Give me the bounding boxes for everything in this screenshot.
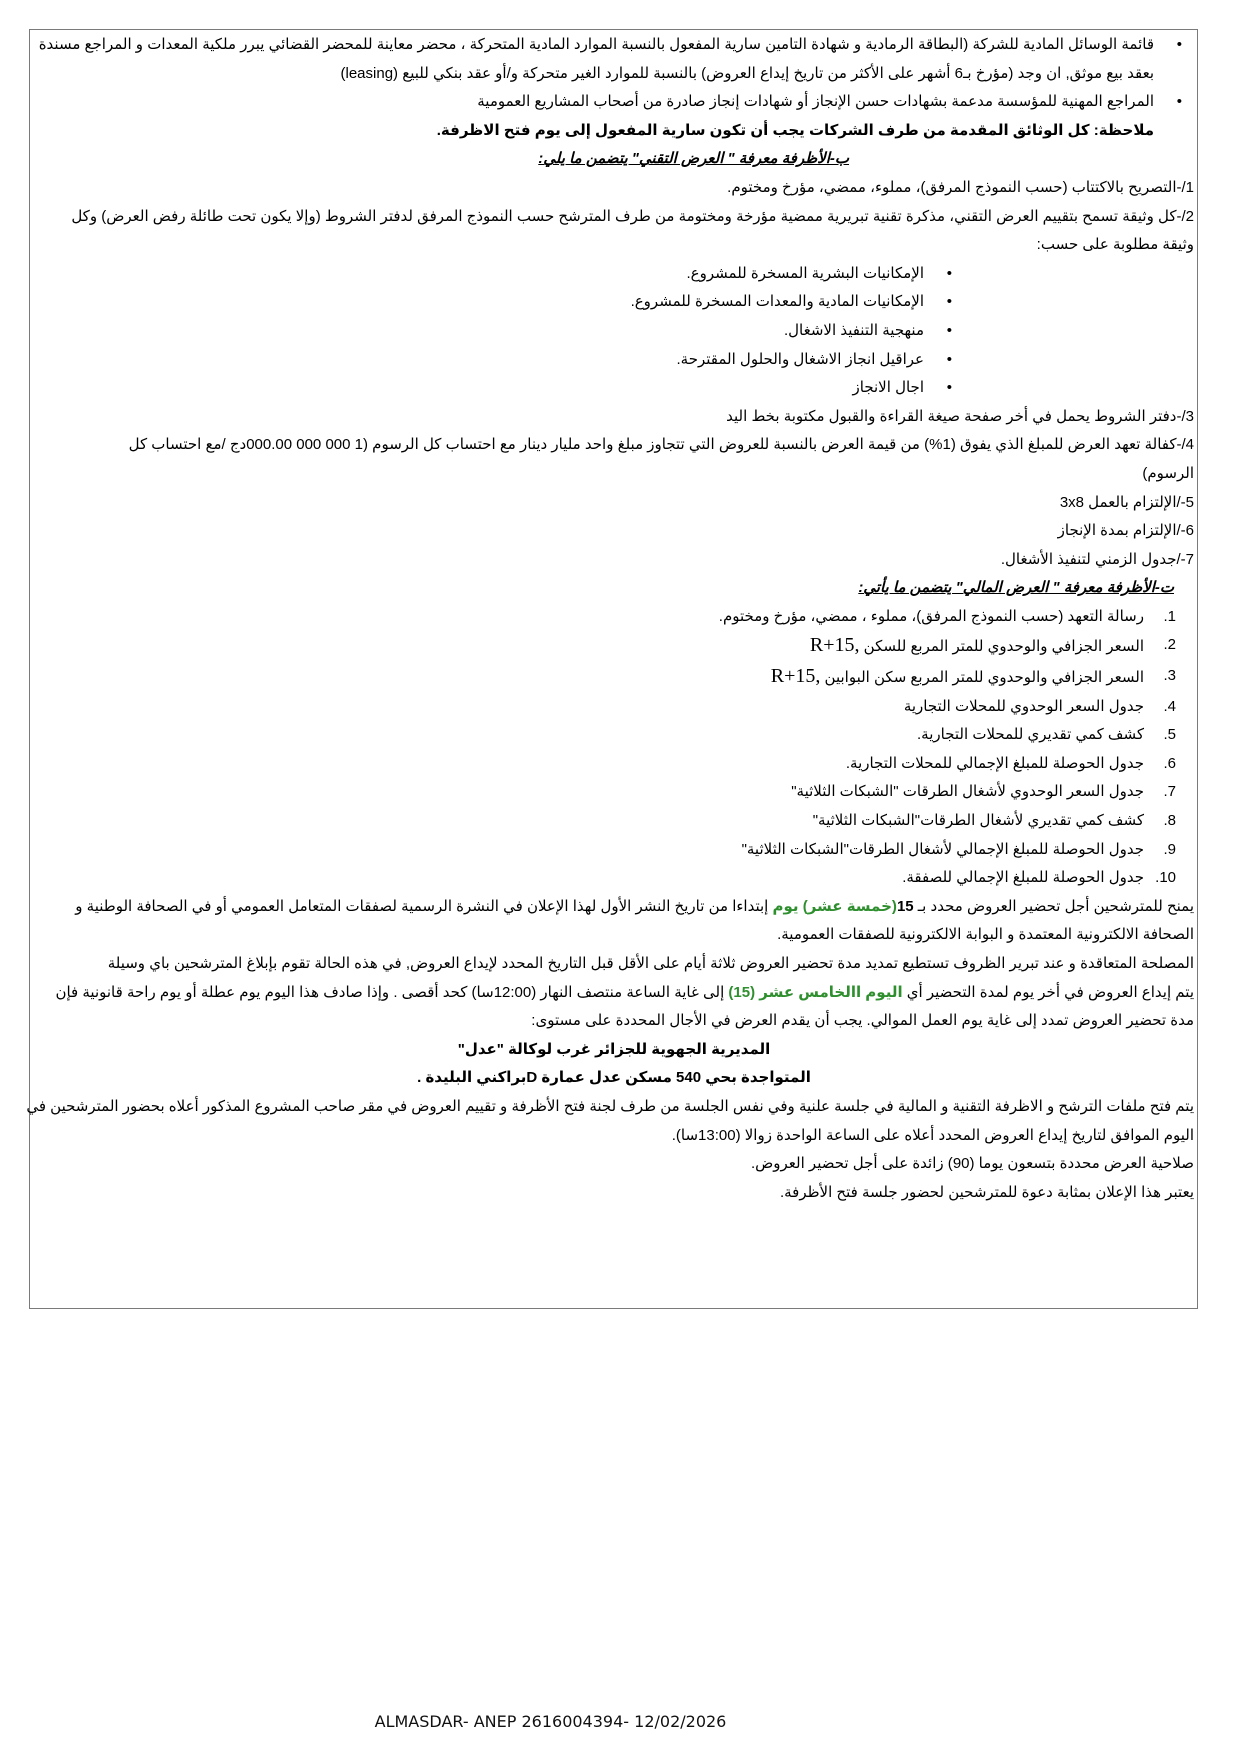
bullet-text: المراجع المهنية للمؤسسة مدعمة بشهادات حسن الإنجاز أو شهادات إنجاز صادرة من أصحاب المشاريع العمومية [477, 93, 1154, 111]
item-text: جدول السعر الوحدوي لأشغال الطرقات "الشبكات الثلاثية" [791, 783, 1144, 801]
financial-offer-heading: ت-الأظرفة معرفة " العرض المالي" يتضمن ما يأتي: [858, 579, 1174, 597]
item-text: جدول الحوصلة للمبلغ الإجمالي للصفقة. [902, 869, 1144, 887]
technical-item-3: 3/-دفتر الشروط يحمل في أخر صفحة صيغة القراءة والقبول مكتوبة بخط اليد [726, 407, 1194, 425]
bullet-professional-references [34, 88, 1194, 117]
technical-item-2-cont: وثيقة مطلوبة على حسب: [1036, 236, 1194, 254]
deposit-text: يتم إيداع العروض في أخر يوم لمدة التحضير أي [902, 983, 1194, 1001]
financial-item [34, 807, 1194, 836]
sub-bullet: • الإمكانيات المادية والمعدات المسخرة للمشروع. [34, 288, 1194, 317]
address-line-1: المديرية الجهوية للجزائر غرب لوكالة "عدل" [457, 1040, 771, 1058]
deadline-days-text: (خمسة عشر) يوم [772, 897, 897, 915]
deadline-text: إبتداءا من تاريخ النشر الأول لهذا الإعلان في النشرة الرسمية لصفقات المتعامل العمومي أو في الصحافة الوطنية و [75, 897, 773, 915]
item-number: 3. [1163, 667, 1176, 685]
deadline-text: يمنح للمترشحين أجل تحضير العروض محدد بـ [913, 897, 1194, 915]
footer-reference: ALMASDAR- ANEP 2616004394- 12/02/2026 [374, 1712, 727, 1731]
item-suffix: R+15, [770, 665, 821, 688]
deadline-days-number: 15 [896, 897, 914, 915]
item-number: 1. [1163, 607, 1176, 625]
sub-bullet: • منهجية التنفيذ الاشغال. [34, 317, 1194, 346]
item-text: رسالة التعهد (حسب النموذج المرفق)، مملوء ، ممضي، مؤرخ ومختوم. [718, 607, 1144, 625]
sub-bullet: • عراقيل انجاز الاشغال والحلول المقترحة. [34, 346, 1194, 375]
item-suffix: R+15, [809, 634, 860, 657]
item-text: كشف كمي تقديري للمحلات التجارية. [917, 726, 1144, 744]
item-text: السعر الجزافي والوحدوي للمتر المربع للسكن [859, 638, 1144, 656]
bullet-text: بعقد بيع موثق, ان وجد (مؤرخ بـ6 أشهر على الأكثر من تاريخ إيداع العروض) بالنسبة للموارد الغير متحركة و/أو عقد بنكي للبيع (leasing) [340, 64, 1154, 82]
opening-paragraph: يتم فتح ملفات الترشح و الاظرفة التقنية و المالية في جلسة علنية وفي نفس الجلسة من طرف لجنة فتح الأظرفة و تقييم العروض في مقر صاحب المشروع المذكور أعلاه بحضور المترشحين في [26, 1097, 1194, 1115]
financial-item [34, 631, 1194, 662]
technical-item-4: 4/-كفالة تعهد العرض للمبلغ الذي يفوق (1%) من قيمة العرض بالنسبة للعروض التي تتجاوز مبلغ واحد مليار دينار مع احتساب كل الرسوم (1 000 000 000.00دج /مع احتساب كل [128, 436, 1194, 454]
financial-item [34, 750, 1194, 779]
technical-item-5: 5-/الإلتزام بالعمل 3x8 [1059, 493, 1194, 511]
opening-paragraph-cont: اليوم الموافق لتاريخ إيداع العروض المحدد أعلاه على الساعة الواحدة زوالا (13:00سا). [671, 1126, 1194, 1144]
invitation-paragraph: يعتبر هذا الإعلان بمثابة دعوة للمترشحين لحضور جلسة فتح الأظرفة. [779, 1183, 1194, 1201]
item-number: 6. [1163, 754, 1176, 772]
technical-item-2: 2/-كل وثيقة تسمح بتقييم العرض التقني، مذكرة تقنية تبريرية ممضية مؤرخة ومختومة من طرف المترشح حسب النموذج المرفق لدفتر الشروط (وإلا يكون تحت طائلة رفض العرض) وكل [71, 207, 1194, 225]
deadline-paragraph-cont: الصحافة الالكترونية المعتمدة و البوابة الالكترونية للصفقات العمومية. [777, 926, 1194, 944]
validity-paragraph: صلاحية العرض محددة بتسعون يوما (90) زائدة على أجل تحضير العروض. [750, 1155, 1194, 1173]
item-text: جدول الحوصلة للمبلغ الإجمالي للمحلات التجارية. [845, 754, 1144, 772]
item-text: جدول الحوصلة للمبلغ الإجمالي لأشغال الطرقات"الشبكات الثلاثية" [741, 840, 1144, 858]
technical-item-4-cont: الرسوم) [1142, 464, 1194, 482]
technical-item-6: 6-/الإلتزام بمدة الإنجاز [1057, 522, 1194, 540]
financial-item [34, 778, 1194, 807]
technical-offer-heading: ب-الأظرفة معرفة " العرض التقني" يتضمن ما يلي: [538, 150, 849, 168]
deposit-day: اليوم االخامس عشر (15) [728, 983, 903, 1001]
technical-item-7: 7-/جدول الزمني لتنفيذ الأشغال. [1000, 550, 1194, 568]
address-line-2: المتواجدة بحي 540 مسكن عدل عمارة Dبراكني البليدة . [417, 1069, 811, 1087]
financial-items-list [34, 603, 1194, 893]
item-number: 8. [1163, 812, 1176, 830]
item-text: جدول السعر الوحدوي للمحلات التجارية [903, 697, 1144, 715]
financial-item [34, 662, 1194, 693]
deposit-paragraph [34, 979, 1194, 1008]
bullet-material-means-cont [34, 60, 1194, 89]
bullet-material-means [34, 31, 1194, 60]
note: ملاحظة: كل الوثائق المقدمة من طرف الشركات يجب أن تكون سارية المفعول إلى يوم فتح الاظرفة. [436, 121, 1154, 139]
sub-bullet: • الإمكانيات البشرية المسخرة للمشروع. [34, 260, 1194, 289]
financial-item [34, 836, 1194, 865]
item-number: 4. [1163, 697, 1176, 715]
sub-bullet: • اجال الانجاز [34, 374, 1194, 403]
financial-item [34, 864, 1194, 893]
item-number: 2. [1163, 636, 1176, 654]
technical-item-1: 1/-التصريح بالاكتتاب (حسب النموذج المرفق)، مملوء، ممضي، مؤرخ ومختوم. [727, 178, 1194, 196]
item-text: السعر الجزافي والوحدوي للمتر المربع سكن البوابين [820, 669, 1144, 687]
deposit-paragraph-cont: مدة تحضير العروض تمدد إلى غاية يوم العمل الموالي. يجب أن يقدم العرض في الأجال المحددة على مستوى: [531, 1012, 1194, 1030]
financial-item [34, 721, 1194, 750]
bullet-text: قائمة الوسائل المادية للشركة (البطاقة الرمادية و شهادة التامين سارية المفعول بالنسبة الموارد المادية المتحركة ، محضر معاينة للمحضر القضائي يبرر ملكية المعدات و المراجع مسندة [38, 36, 1154, 53]
announcement-body [26, 31, 1194, 1207]
item-text: كشف كمي تقديري لأشغال الطرقات"الشبكات الثلاثية" [812, 812, 1144, 830]
item-number: 9. [1163, 840, 1176, 858]
item-number: 10. [1155, 869, 1176, 887]
financial-item [34, 603, 1194, 632]
deposit-text: إلى غاية الساعة منتصف النهار (12:00سا) كحد أقصى . وإذا صادف هذا اليوم يوم عطلة أو يوم راحة قانونية فإن [55, 983, 729, 1001]
extension-paragraph: المصلحة المتعاقدة و عند تبرير الظروف تستطيع تمديد مدة تحضير العروض ثلاثة أيام على الأقل قبل التاريخ المحدد لإيداع العروض, في هذه الحالة تقوم بإبلاغ المترشحين باي وسيلة [107, 955, 1194, 972]
financial-item [34, 693, 1194, 722]
item-number: 7. [1163, 783, 1176, 801]
deadline-paragraph [34, 893, 1194, 922]
item-number: 5. [1163, 726, 1176, 744]
